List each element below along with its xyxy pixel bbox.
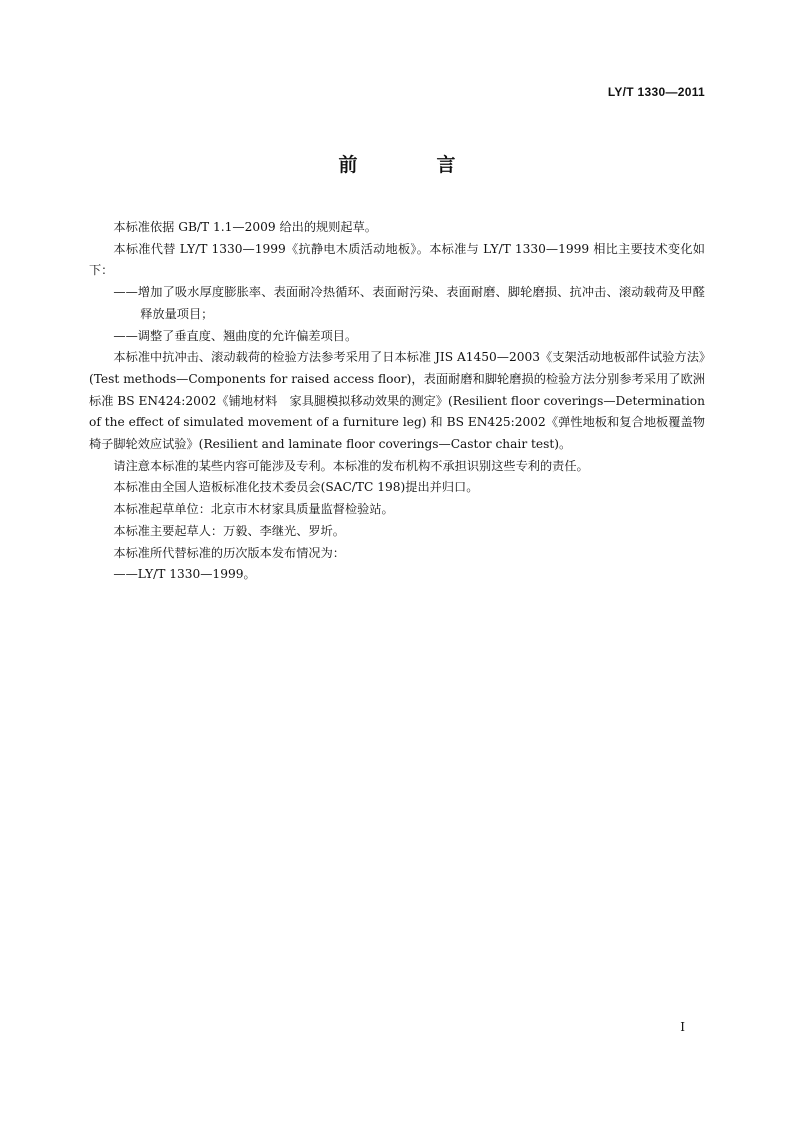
paragraph-drafting-rules: 本标准依据 GB/T 1.1—2009 给出的规则起草。 bbox=[113, 220, 377, 234]
paragraph-previous-versions: 本标准所代替标准的历次版本发布情况为： bbox=[113, 545, 345, 560]
paragraph-drafting-unit: 本标准起草单位：北京市木材家具质量监督检验站。 bbox=[113, 502, 394, 517]
paragraph-proposed-by: 本标准由全国人造板标准化技术委员会(SAC/TC 198)提出并归口。 bbox=[113, 480, 479, 495]
paragraph-patent-notice: 请注意本标准的某些内容可能涉及专利。本标准的发布机构不承担识别这些专利的责任。 bbox=[113, 458, 589, 473]
paragraph-drafters: 本标准主要起草人：万毅、李继光、罗圻。 bbox=[113, 523, 345, 538]
page-title: 前 言 bbox=[338, 154, 486, 176]
list-item-previous-version: ——LY/T 1330—1999。 bbox=[113, 567, 256, 582]
foreword-body bbox=[89, 217, 718, 586]
page-number: I bbox=[680, 1020, 685, 1034]
paragraph-replaces: 本标准代替 LY/T 1330—1999《抗静电木质活动地板》。本标准与 LY/T 1330—1999 相比主要技术变化如下： bbox=[89, 241, 705, 278]
paragraph-test-methods: 本标准中抗冲击、滚动载荷的检验方法参考采用了日本标准 JIS A1450—2003《支架活动地板部件试验方法》(Test methods—Components for raised access floor)，表面耐磨和脚轮磨损的检验方法分别参考采用了欧洲标准 BS EN424:2002《铺地材料 家具腿模拟移动效果的测定》(Resilient floor coverings—Determination of the effect of simulated movement of a furniture leg) 和 BS EN425:2002《弹性地板和复合地板覆盖物 椅子脚轮效应试验》(Resilient and laminate floor coverings—Castor chair test)。 bbox=[89, 350, 718, 452]
standard-code: LY/T 1330—2011 bbox=[607, 85, 705, 99]
list-item-added-items: ——增加了吸水厚度膨胀率、表面耐冷热循环、表面耐污染、表面耐磨、脚轮磨损、抗冲击、滚动载荷及甲醛释放量项目； bbox=[113, 285, 705, 321]
list-item-adjusted-items: ——调整了垂直度、翘曲度的允许偏差项目。 bbox=[113, 328, 358, 343]
